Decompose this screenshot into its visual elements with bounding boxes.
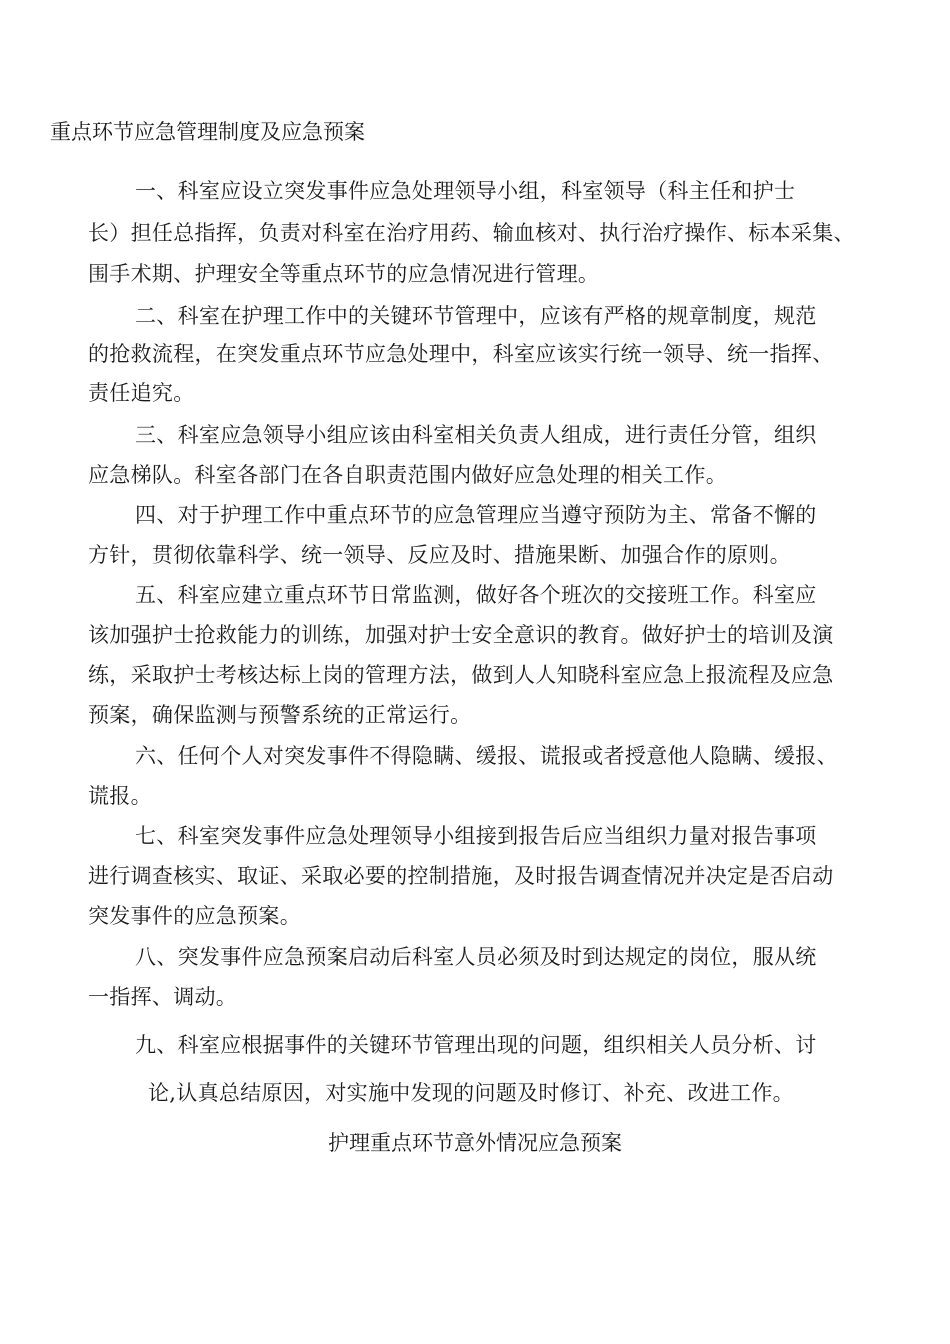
section-7-line-2: 进行调查核实、取证、采取必要的控制措施，及时报告调查情况并决定是否启动	[88, 864, 834, 888]
section-4-line-2: 方针，贯彻依靠科学、统一领导、反应及时、措施果断、加强合作的原则。	[88, 543, 791, 567]
section-1-line-2: 长）担任总指挥，负责对科室在治疗用药、输血核对、执行治疗操作、标本采集、	[88, 221, 855, 245]
section-1-line-3: 围手术期、护理安全等重点环节的应急情况进行管理。	[88, 262, 600, 286]
section-6-line-1: 六、任何个人对突发事件不得隐瞒、缓报、谎报或者授意他人隐瞒、缓报、	[135, 744, 838, 768]
section-5-line-4: 预案，确保监测与预警系统的正常运行。	[88, 703, 472, 727]
section-5-line-2: 该加强护士抢救能力的训练，加强对护士安全意识的教育。做好护士的培训及演	[88, 623, 834, 647]
section-4-line-1: 四、对于护理工作中重点环节的应急管理应当遵守预防为主、常备不懈的	[135, 503, 817, 527]
section-9-line-2: 论,认真总结原因，对实施中发现的问题及时修订、补充、改进工作。	[148, 1081, 794, 1105]
section-9-line-1: 九、科室应根据事件的关键环节管理出现的问题，组织相关人员分析、讨	[135, 1033, 817, 1057]
section-8-line-1: 八、突发事件应急预案启动后科室人员必须及时到达规定的岗位，服从统	[135, 945, 817, 969]
section-1-line-1: 一、科室应设立突发事件应急处理领导小组，科室领导（科主任和护士	[135, 179, 796, 203]
section-7-line-3: 突发事件的应急预案。	[88, 904, 301, 928]
section-2-line-2: 的抢救流程，在突发重点环节应急处理中，科室应该实行统一领导、统一指挥、	[88, 342, 834, 366]
section-2-line-1: 二、科室在护理工作中的关键环节管理中，应该有严格的规章制度，规范	[135, 304, 817, 328]
section-2-line-3: 责任追究。	[88, 381, 195, 405]
section-3-line-1: 三、科室应急领导小组应该由科室相关负责人组成，进行责任分管，组织	[135, 423, 817, 447]
subtitle: 护理重点环节意外情况应急预案	[328, 1131, 622, 1155]
section-8-line-2: 一指挥、调动。	[88, 985, 238, 1009]
section-5-line-3: 练，采取护士考核达标上岗的管理方法，做到人人知晓科室应急上报流程及应急	[88, 663, 834, 687]
section-7-line-1: 七、科室突发事件应急处理领导小组接到报告后应当组织力量对报告事项	[135, 824, 817, 848]
section-3-line-2: 应急梯队。科室各部门在各自职责范围内做好应急处理的相关工作。	[88, 463, 727, 487]
document-title: 重点环节应急管理制度及应急预案	[50, 120, 365, 144]
section-6-line-2: 谎报。	[88, 784, 152, 808]
section-5-line-1: 五、科室应建立重点环节日常监测，做好各个班次的交接班工作。科室应	[135, 583, 817, 607]
